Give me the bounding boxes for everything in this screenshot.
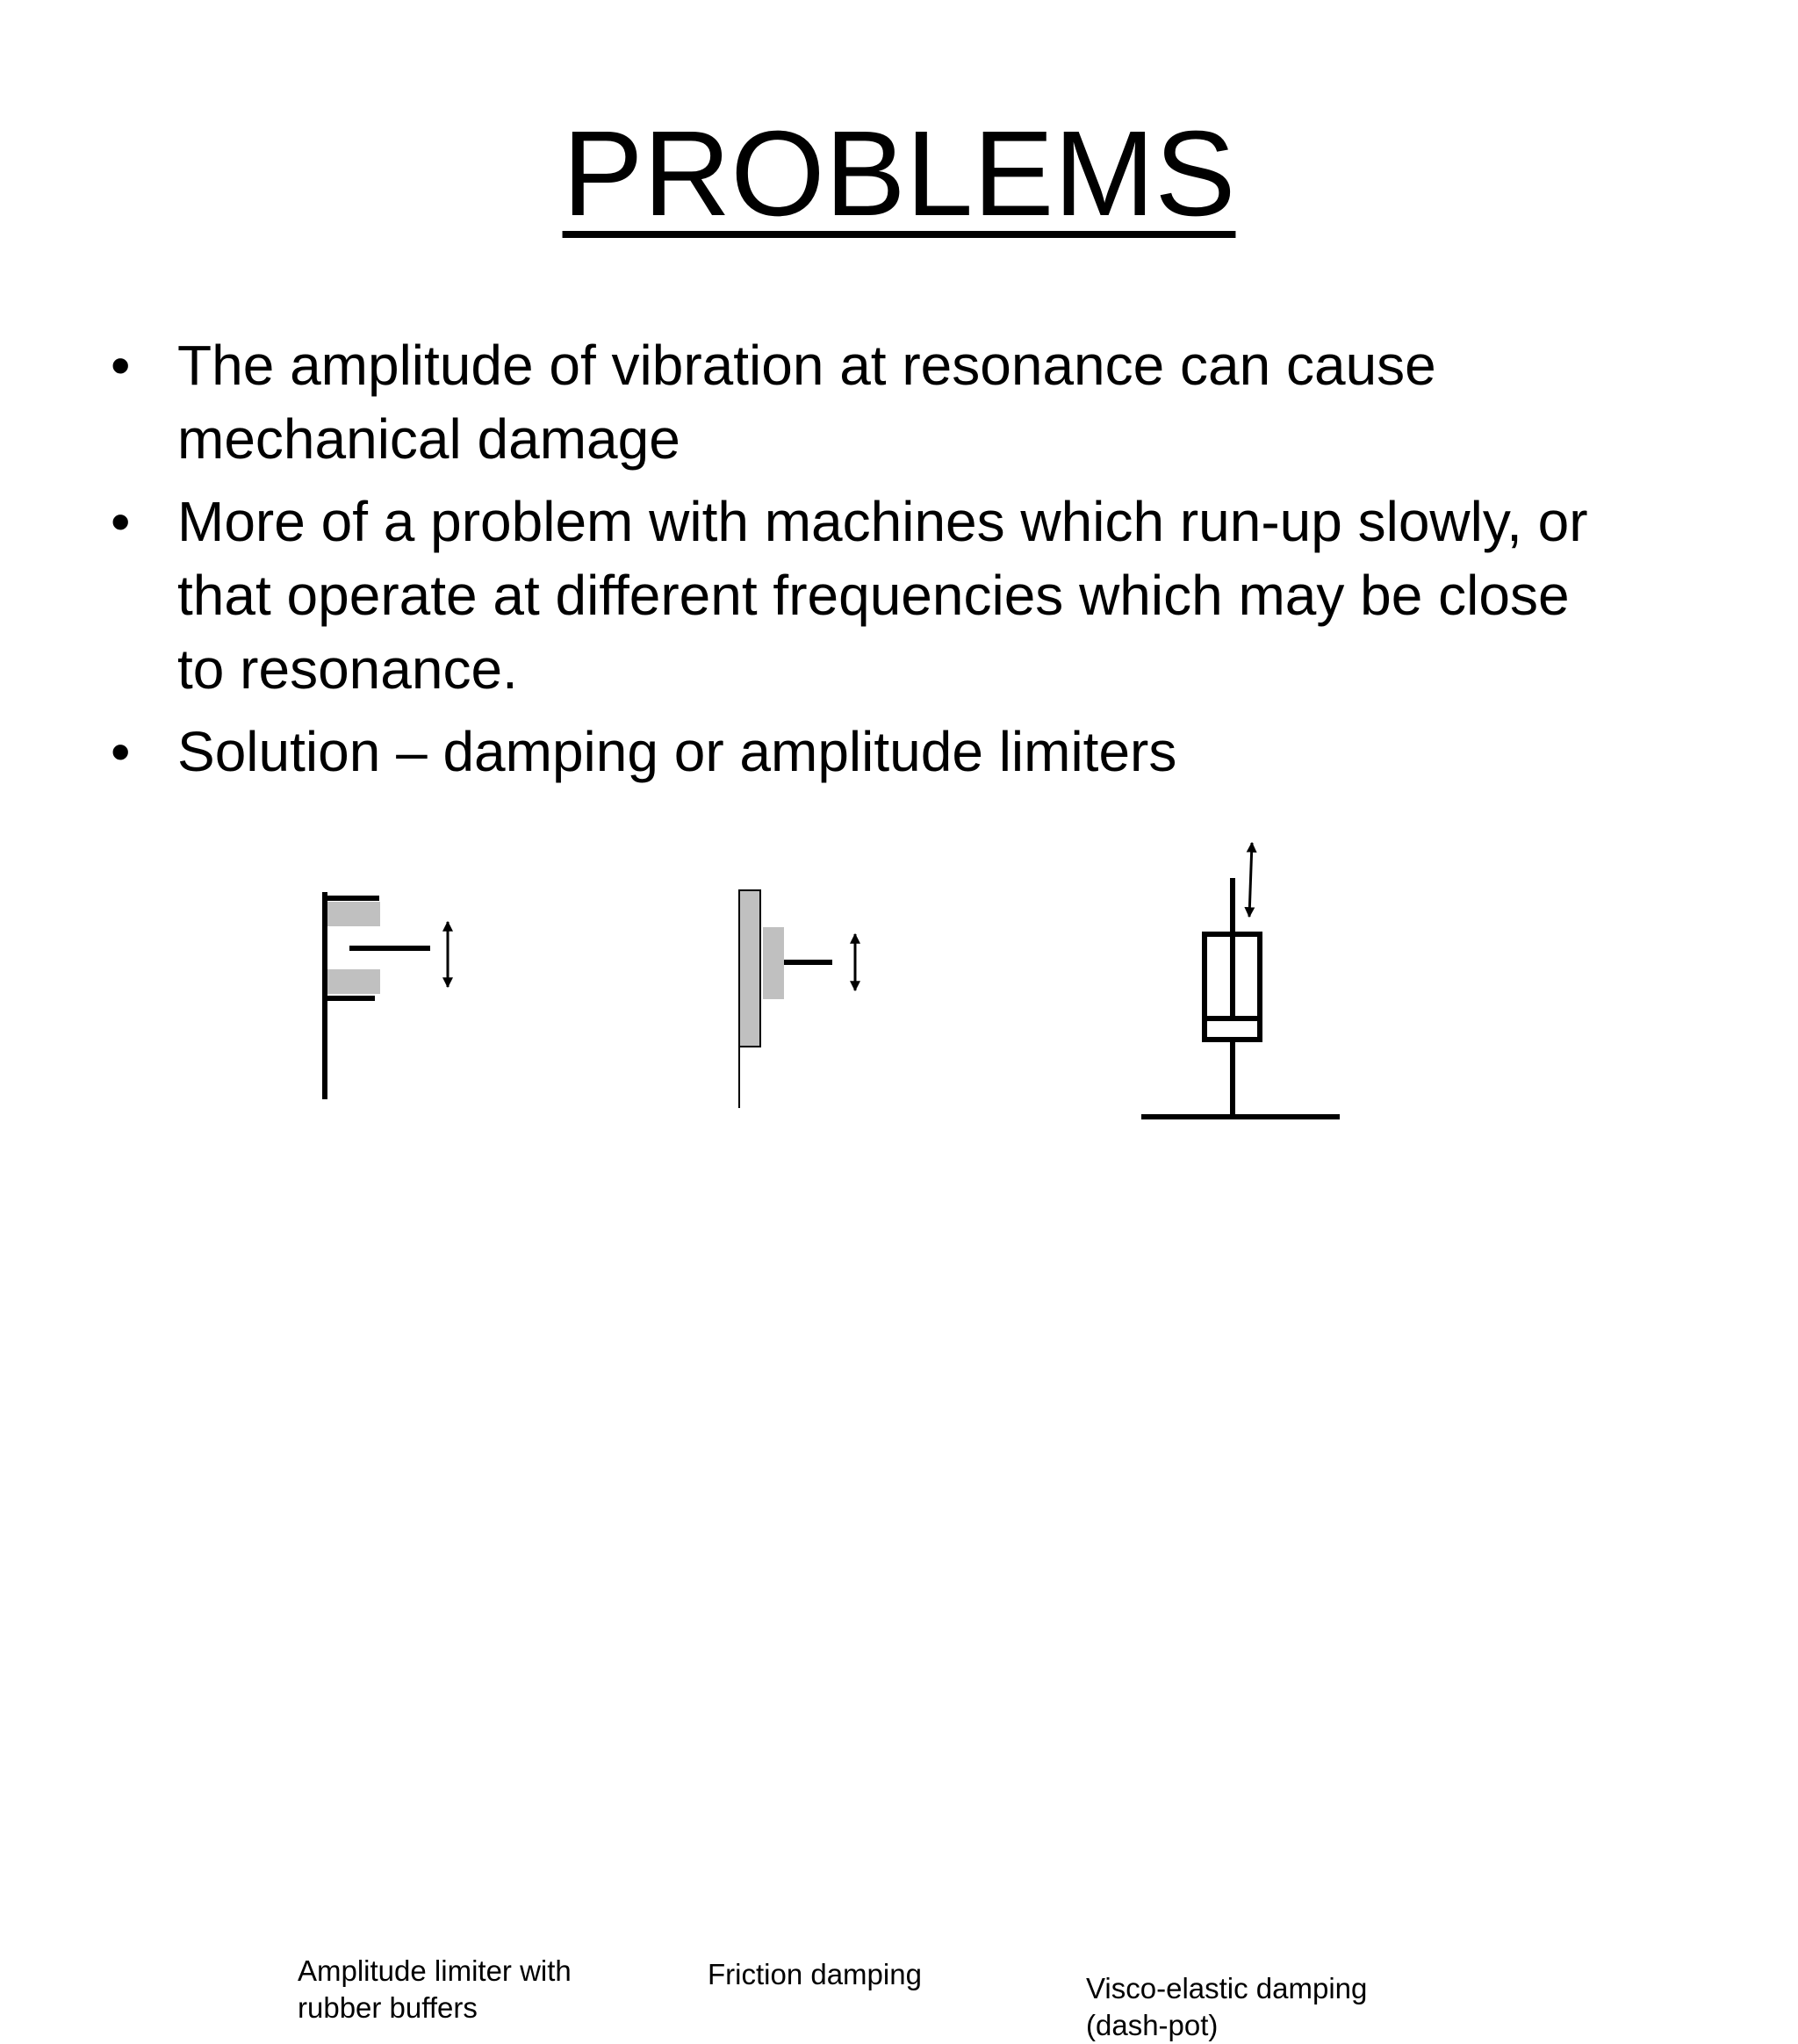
bullet-item	[104, 485, 1745, 706]
friction-pad	[763, 927, 784, 999]
bullet-list	[104, 328, 1745, 797]
rubber-buffer-top	[327, 902, 380, 926]
bullet-line: mechanical damage	[177, 407, 680, 471]
bullet-line: Solution – damping or amplitude limiters	[177, 720, 1177, 783]
bullet-line: The amplitude of vibration at resonance can cause	[177, 334, 1436, 397]
caption-line: rubber buffers	[298, 1991, 478, 2024]
caption-line: (dash-pot)	[1086, 2009, 1219, 2041]
damping-diagrams-svg	[0, 817, 1798, 1256]
bullet-line: More of a problem with machines which run-up slowly, or	[177, 490, 1588, 553]
caption-line: Friction damping	[708, 1958, 922, 1990]
friction-wall-plate	[739, 890, 760, 1047]
caption-line: Visco-elastic damping	[1086, 1972, 1368, 2004]
amplitude-limiter-diagram	[322, 892, 448, 1099]
bullet-line: to resonance.	[177, 637, 518, 701]
bullet-item	[104, 715, 1745, 788]
caption-friction-damping	[708, 1956, 922, 1993]
caption-dash-pot	[1086, 1970, 1367, 2044]
bullet-item	[104, 328, 1745, 476]
bullet-marker: •	[111, 334, 131, 397]
slide-title	[0, 104, 1798, 244]
double-arrow-icon	[1249, 843, 1252, 917]
caption-amplitude-limiter	[298, 1953, 572, 2026]
caption-line: Amplitude limiter with	[298, 1954, 572, 1987]
dash-pot-diagram	[1141, 843, 1340, 1117]
slide-title-text: PROBLEMS	[562, 106, 1236, 241]
rubber-buffer-bottom	[327, 969, 380, 994]
bullet-marker: •	[111, 720, 131, 783]
friction-damping-diagram	[739, 890, 855, 1108]
bullet-line: that operate at different frequencies which may be close	[177, 564, 1570, 627]
damping-diagrams	[0, 817, 1798, 2041]
bullet-marker: •	[111, 490, 131, 553]
